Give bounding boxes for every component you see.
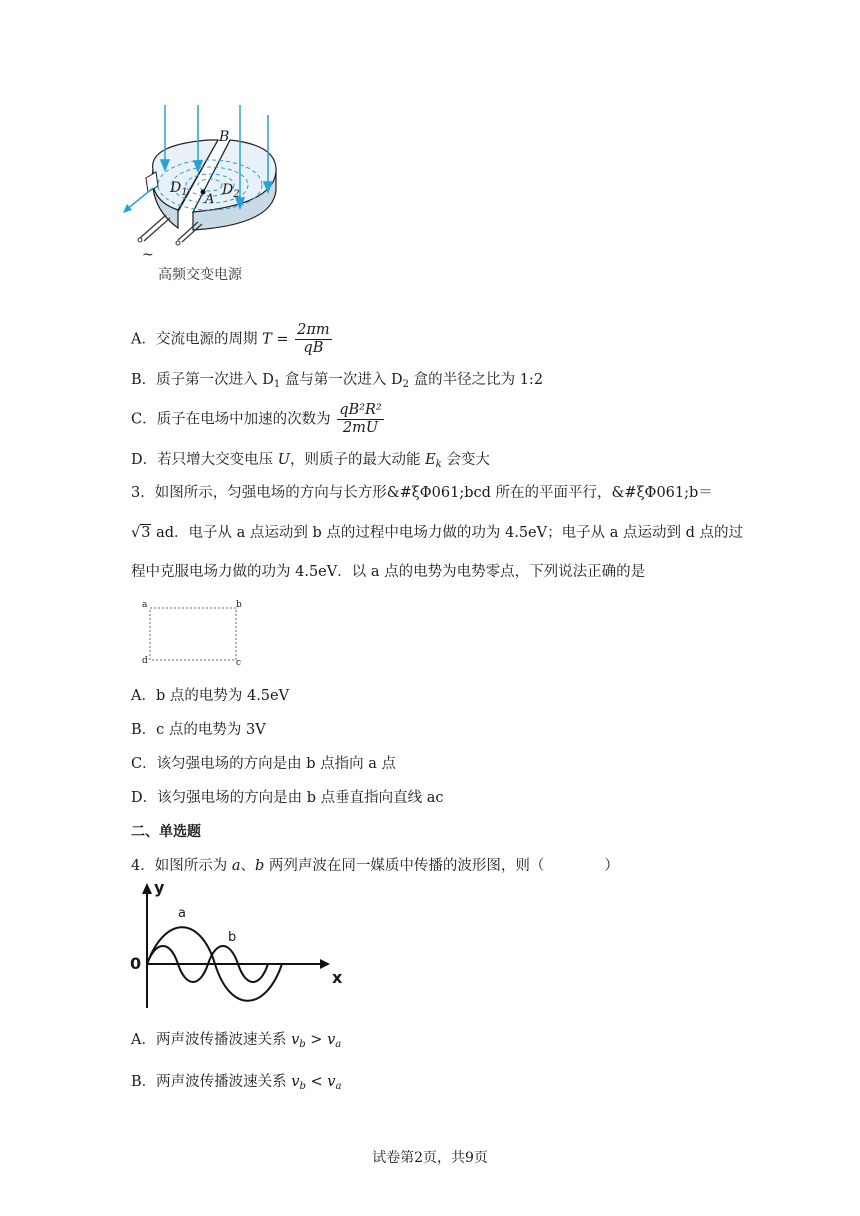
q3-stem-line1: 3．如图所示，匀强电场的方向与长方形&#ξΦ061;bcd 所在的平面平行，&#ξΦ061;b＝ [131,485,713,501]
q4-stem: 4．如图所示为 a、b 两列声波在同一媒质中传播的波形图，则（ ） [131,858,619,874]
q3-option-c: C．该匀强电场的方向是由 b 点指向 a 点 [131,756,396,772]
label-B: B [219,129,230,145]
q3-option-a: A．b 点的电势为 4.5eV [131,688,290,704]
axis-x-label: x [332,968,343,987]
q2-option-a: A．交流电源的周期 T = $\frac{2\pi m}{qB}$ [131,322,330,356]
q3-stem-line3: 程中克服电场力做的功为 4.5eV．以 a 点的电势为电势零点，下列说法正确的是 [131,564,646,580]
q4-option-a: A．两声波传播波速关系 $v_b > v_a$ [131,1032,342,1050]
sqrt-three: √3 [131,525,151,541]
period-fraction: $\frac{2\pi m}{qB}$ [297,322,330,356]
wave-figure [130,880,350,1010]
wave-a-label: a [178,906,186,921]
label-A: A [205,192,215,207]
q2-option-c: C．质子在电场中加速的次数为 $\frac{\text{qB²R²}}{2mU}$ [131,402,382,436]
section-heading: 二、单选题 [131,824,201,840]
label-tilde: ~ [142,247,154,263]
speed-relation-b: $v_b < v_a$ [291,1074,342,1092]
q4-option-b: B．两声波传播波速关系 $v_b < v_a$ [131,1074,342,1092]
q2-option-d: D．若只增大交变电压 U，则质子的最大动能 $E_k$ 会变大 [131,452,490,470]
axis-y-label: y [154,878,165,897]
page-footer: 试卷第2页，共9页 [372,1150,488,1166]
q2-option-b: B．质子第一次进入 $D_1$ 盒与第一次进入 $D_2$ 盒的半径之比为 1:2 [131,372,544,390]
q3-option-d: D．该匀强电场的方向是由 b 点垂直指向直线 ac [131,790,444,806]
rectangle-figure [140,600,250,670]
count-fraction: $\frac{\text{qB²R²}}{2mU}$ [339,402,382,436]
label-D2: $D_2$ [222,182,240,200]
corner-a: a [142,600,148,610]
corner-c: c [236,658,242,668]
origin-label: 0 [130,954,142,973]
figure-caption: 高频交变电源 [158,267,242,283]
q3-stem-line2: √3 ad．电子从 a 点运动到 b 点的过程中电场力做的功为 4.5eV；电子从 a 点运动到 d 点的过 [131,525,743,541]
wave-b-label: b [228,930,237,945]
corner-b: b [236,600,242,610]
label-D1: $D_1$ [170,180,188,198]
cyclotron-figure [118,100,288,290]
corner-d: d [142,656,148,666]
dashed-rectangle [150,608,236,660]
q3-option-b: B．c 点的电势为 3V [131,722,266,738]
speed-relation-a: $v_b > v_a$ [291,1032,342,1050]
